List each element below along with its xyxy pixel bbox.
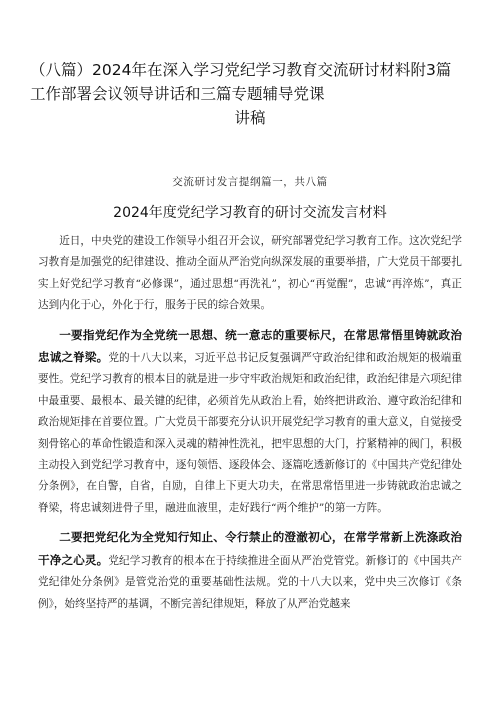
document-title xyxy=(30,58,462,130)
paragraph-text: 近日，中央党的建设工作领导小组召开会议，研究部署党纪学习教育工作。这次党纪学习教育是加强党的纪律建设、推动全面从严治党向纵深发展的重要举措，广大党员干部要扎实上好党纪学习教育“必修课”，通过思想“再洗礼”，初心“再觉醒”，忠诚“再淬炼”，真正达到内化于心，外化于行，服务于民的综合效果。 xyxy=(38,235,462,312)
paragraph-lead: 二要把党纪化为全党知行知止、令行禁止的澄澈初心，在常学常新上洗涤政治干净之心灵。 xyxy=(38,530,462,567)
paragraph-point-1 xyxy=(38,325,462,520)
title-line-3: 讲稿 xyxy=(234,109,266,127)
paragraph-intro xyxy=(38,230,462,317)
paragraph-lead: 一要指党纪作为全党统一思想、统一意志的重要标尺，在常思常悟里铸就政治忠诚之脊梁。 xyxy=(38,327,462,365)
title-line-1: （八篇）2024年在深入学习党纪学习教育交流研讨材料附3篇 xyxy=(30,61,452,79)
section-subtitle: 交流研讨发言提纲篇一，共八篇 xyxy=(172,176,328,188)
title-line-2: 工作部署会议领导讲话和三篇专题辅导党课 xyxy=(30,85,325,103)
paragraph-point-2 xyxy=(38,527,462,615)
paragraph-text: 党的十八大以来，习近平总书记反复强调严守政治纪律和政治规矩的极端重要性。党纪学习教育的根本目的就是进一步守牢政治规矩和政治纪律，政治纪律是六项纪律中最重要、最根本、最关键的纪律，必须首先从政治上看，始终把讲政治、遵守政治纪律和政治规矩排在首要位置。广大党员干部要充分认识开展党纪学习教育的重大意义，自觉接受刻骨铭心的革命性锻造和深入灵魂的精神性洗礼，把牢思想的大门，拧紧精神的阀门，积极主动投入到党纪学习教育中，逐句领悟、逐段体会、逐篇吃透新修订的《中国共产党纪律处分条例》，在自警，自省，自励，自律上下更大功夫，在常思常悟里进一步铸就政治忠诚之脊梁，将忠诚刻进骨子里，融进血液里，走好践行“两个维护”的第一方阵。 xyxy=(38,352,462,514)
speech-title: 2024年度党纪学习教育的研讨交流发言材料 xyxy=(113,205,387,221)
paragraph-text: 党纪学习教育的根本在于持续推进全面从严治党管党。新修订的《中国共产党纪律处分条例》是管党治党的重要基础性法规。党的十八大以来，党中央三次修订《条例》，始终坚持严的基调，不断完善纪律规矩，释放了从严治党越来 xyxy=(38,554,462,610)
